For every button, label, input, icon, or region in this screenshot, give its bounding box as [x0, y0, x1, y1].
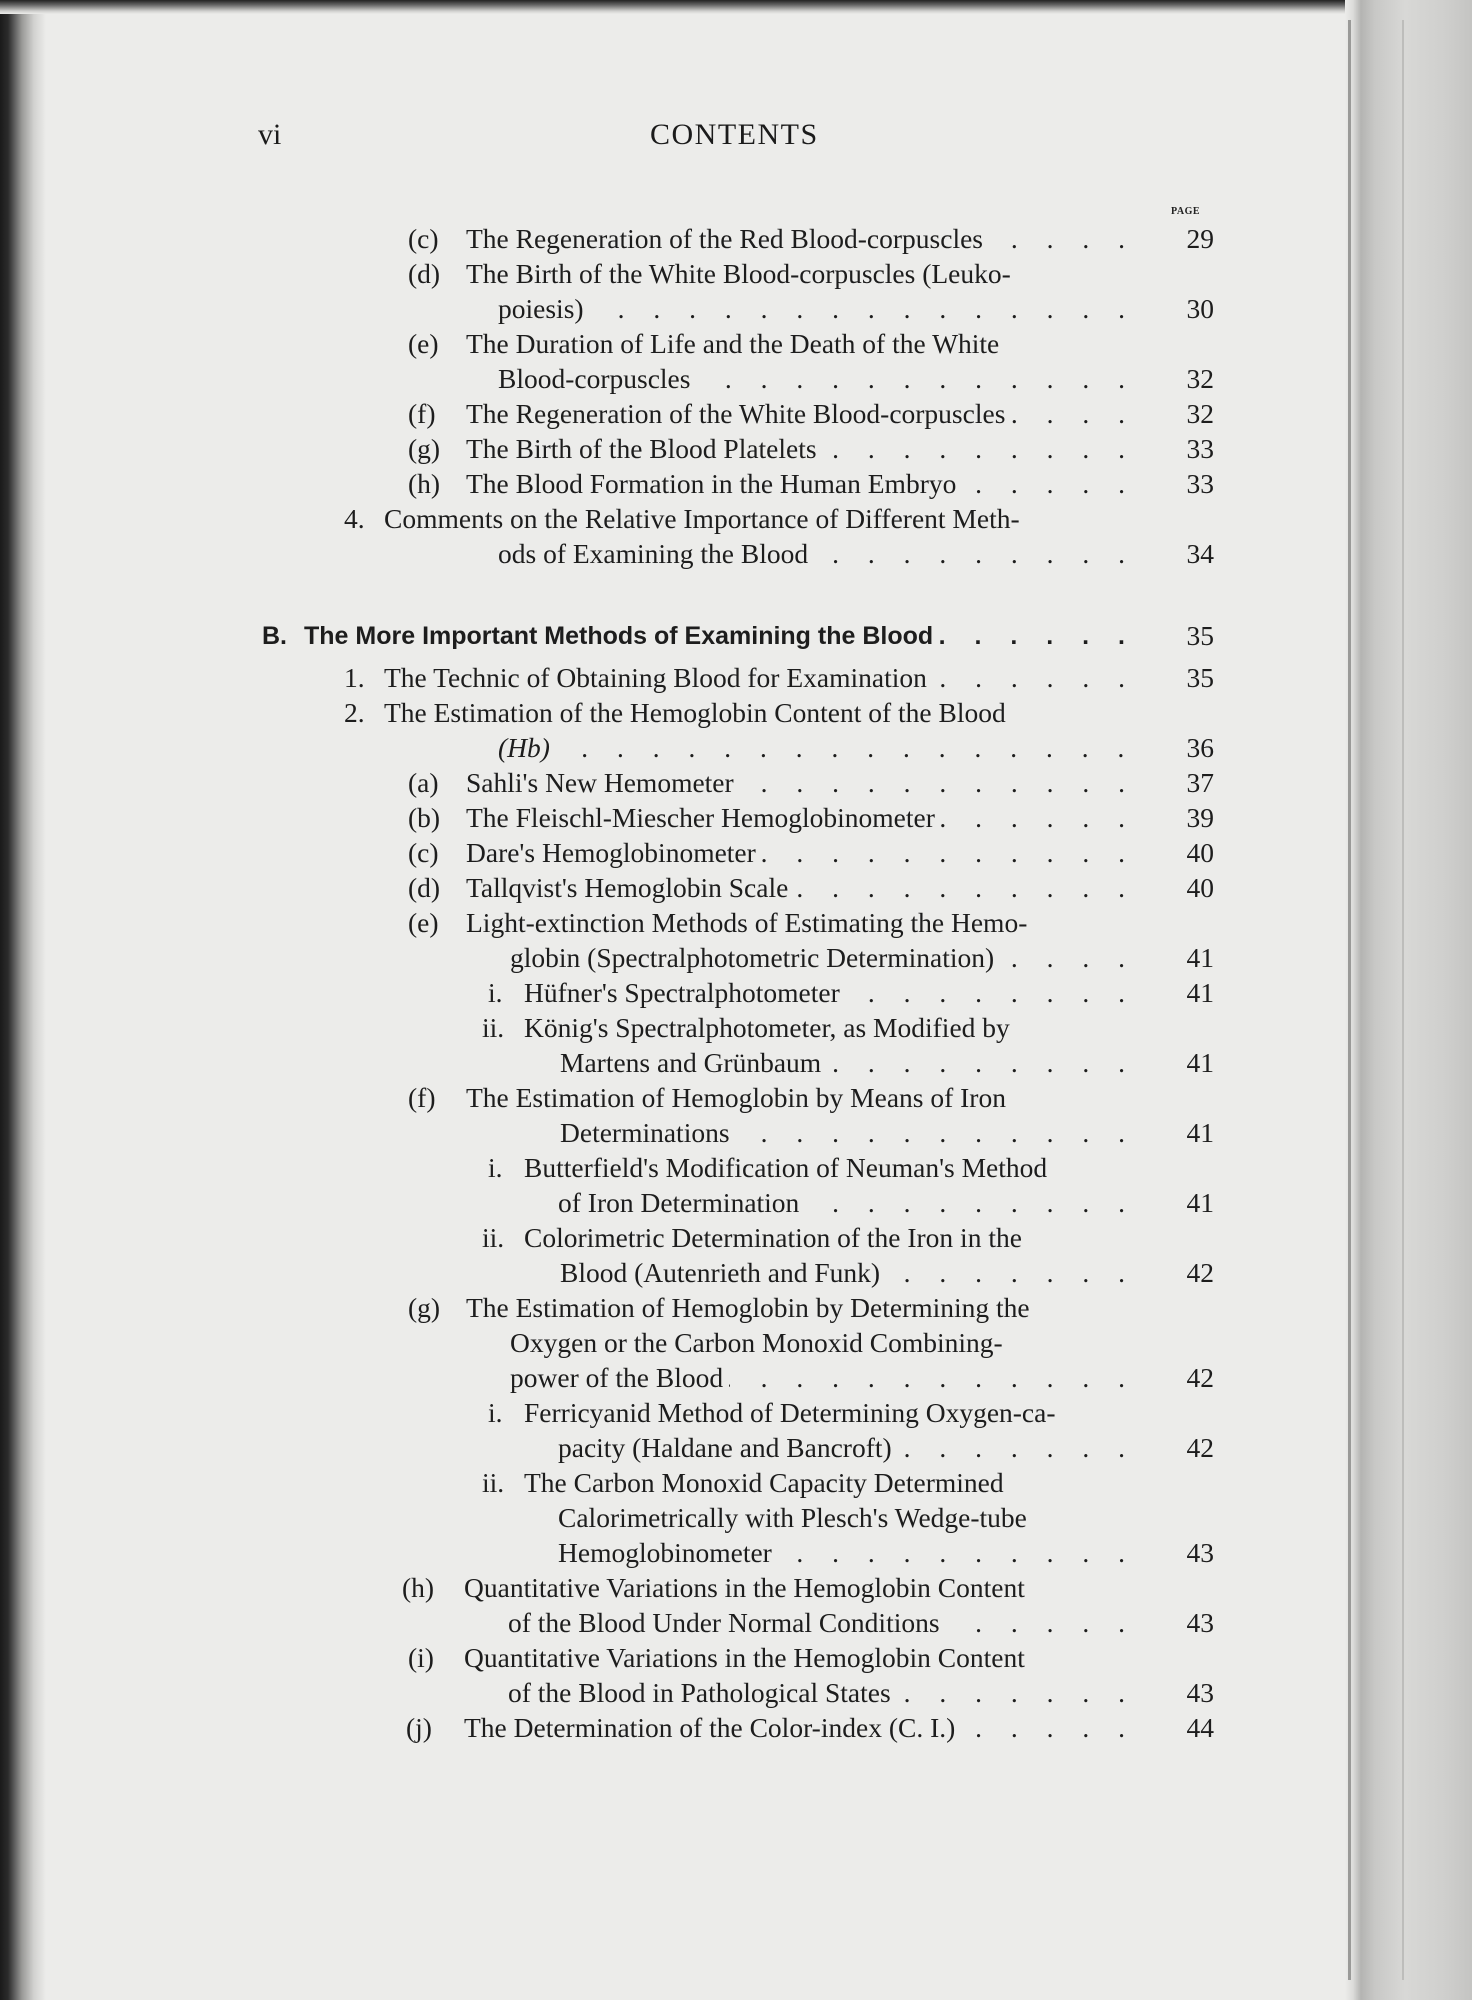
- entry-page: 33: [1186, 468, 1214, 499]
- toc-entry: [0, 696, 1472, 730]
- entry-page: 33: [1186, 433, 1214, 464]
- entry-text: Comments on the Relative Importance of Different Meth-: [384, 502, 1146, 536]
- entry-page: 30: [1186, 293, 1214, 324]
- entry-label: (d): [408, 872, 441, 903]
- toc-entry-continuation: [0, 1676, 1472, 1710]
- toc-entry-continuation: [0, 1606, 1472, 1640]
- entry-text: The Estimation of the Hemoglobin Content of the Blood: [384, 696, 1146, 730]
- entry-label: (h): [402, 1572, 435, 1603]
- entry-label: (g): [408, 1292, 441, 1323]
- toc-entry-continuation: [0, 941, 1472, 975]
- entry-text: Quantitative Variations in the Hemoglobin Content: [464, 1571, 1146, 1605]
- toc-entry: [0, 1571, 1472, 1605]
- entry-text: The Birth of the White Blood-corpuscles (Leuko-: [466, 257, 1146, 291]
- toc-entry: [0, 502, 1472, 536]
- entry-text: poiesis) . . .: [498, 292, 1136, 326]
- entry-label: 1.: [344, 662, 365, 693]
- entry-text: The Estimation of Hemoglobin by Means of Iron: [466, 1081, 1146, 1115]
- page-top-shadow: [0, 0, 1472, 14]
- entry-label: (i): [408, 1642, 434, 1673]
- entry-text: Blood (Autenrieth and Funk) . . .: [560, 1256, 1136, 1290]
- toc-entry-continuation: [0, 292, 1472, 326]
- entry-text: The Fleischl-Miescher Hemoglobinometer . . .: [466, 801, 1136, 835]
- toc-entry-continuation: [0, 362, 1472, 396]
- page-column-label: PAGE: [1171, 206, 1201, 217]
- entry-page: 40: [1186, 837, 1214, 868]
- entry-page: 41: [1186, 1187, 1214, 1218]
- entry-page: 43: [1186, 1537, 1214, 1568]
- section-page: 35: [1186, 620, 1214, 651]
- entry-page: 43: [1186, 1677, 1214, 1708]
- entry-text: Ferricyanid Method of Determining Oxygen-ca-: [524, 1396, 1146, 1430]
- entry-text: ods of Examining the Blood . . .: [498, 537, 1136, 571]
- entry-text: The Regeneration of the Red Blood-corpuscles . . .: [466, 222, 1136, 256]
- entry-text: Calorimetrically with Plesch's Wedge-tube: [558, 1501, 1146, 1535]
- entry-label: (c): [408, 223, 439, 254]
- entry-text: Dare's Hemoglobinometer . . .: [466, 836, 1136, 870]
- entry-page: 41: [1186, 942, 1214, 973]
- toc-entry-continuation: [0, 1536, 1472, 1570]
- entry-text: Determinations . . .: [560, 1116, 1136, 1150]
- entry-text: The Estimation of Hemoglobin by Determining the: [466, 1291, 1146, 1325]
- toc-entry: [0, 906, 1472, 940]
- entry-text: Martens and Grünbaum . . .: [560, 1046, 1136, 1080]
- toc-entry: [0, 1151, 1472, 1185]
- entry-page: 29: [1186, 223, 1214, 254]
- entry-label: (f): [408, 398, 436, 429]
- entry-page: 41: [1186, 977, 1214, 1008]
- entry-text: of the Blood in Pathological States . . .: [508, 1676, 1136, 1710]
- entry-label: (d): [408, 258, 441, 289]
- entry-page: 41: [1186, 1117, 1214, 1148]
- entry-text: Quantitative Variations in the Hemoglobin Content: [464, 1641, 1146, 1675]
- toc-entry-continuation: [0, 1046, 1472, 1080]
- toc-entry: [0, 1221, 1472, 1255]
- entry-text: Butterfield's Modification of Neuman's Method: [524, 1151, 1146, 1185]
- entry-page: 40: [1186, 872, 1214, 903]
- entry-text: of the Blood Under Normal Conditions . . .: [508, 1606, 1136, 1640]
- entry-label: ii.: [482, 1012, 505, 1043]
- entry-label: 2.: [344, 697, 365, 728]
- toc-entry-continuation: [0, 1116, 1472, 1150]
- toc-entry-continuation: [0, 1256, 1472, 1290]
- toc-entry: [0, 1396, 1472, 1430]
- entry-text: Oxygen or the Carbon Monoxid Combining-: [510, 1326, 1146, 1360]
- entry-text: Light-extinction Methods of Estimating the Hemo-: [466, 906, 1146, 940]
- toc-entry: [0, 1291, 1472, 1325]
- entry-page: 42: [1186, 1432, 1214, 1463]
- toc-entry: [0, 1011, 1472, 1045]
- toc-entry: [0, 661, 1472, 695]
- running-head: [258, 118, 1208, 168]
- entry-label: ii.: [482, 1222, 505, 1253]
- entry-page: 32: [1186, 363, 1214, 394]
- entry-text: The Blood Formation in the Human Embryo . . .: [466, 467, 1136, 501]
- entry-label: 4.: [344, 503, 365, 534]
- entry-label: i.: [488, 977, 503, 1008]
- toc-entry-continuation: [0, 1361, 1472, 1395]
- entry-text: globin (Spectralphotometric Determination) . . .: [510, 941, 1136, 975]
- toc-entry: [0, 222, 1472, 256]
- entry-label: (j): [406, 1712, 432, 1743]
- entry-text: König's Spectralphotometer, as Modified by: [524, 1011, 1146, 1045]
- entry-page: 34: [1186, 538, 1214, 569]
- entry-page: 35: [1186, 662, 1214, 693]
- entry-label: (c): [408, 837, 439, 868]
- entry-text: (Hb) . . .: [498, 731, 1136, 765]
- entry-page: 39: [1186, 802, 1214, 833]
- entry-text: Hemoglobinometer . . .: [558, 1536, 1136, 1570]
- entry-text: power of the Blood . . .: [510, 1361, 1136, 1395]
- entry-text: pacity (Haldane and Bancroft) . . .: [558, 1431, 1136, 1465]
- toc-entry-continuation: [0, 1431, 1472, 1465]
- entry-label: (a): [408, 767, 439, 798]
- toc-entry: [0, 327, 1472, 361]
- section-label: B.: [262, 622, 287, 650]
- toc-entry: [0, 1641, 1472, 1675]
- entry-label: (h): [408, 468, 441, 499]
- entry-text: The Carbon Monoxid Capacity Determined: [524, 1466, 1146, 1500]
- toc-entry: [0, 871, 1472, 905]
- entry-page: 41: [1186, 1047, 1214, 1078]
- toc-entry: [0, 467, 1472, 501]
- entry-page: 44: [1186, 1712, 1214, 1743]
- toc-entry: [0, 397, 1472, 431]
- toc-entry: [0, 1081, 1472, 1115]
- toc-entry: [0, 766, 1472, 800]
- entry-page: 42: [1186, 1257, 1214, 1288]
- page-title: CONTENTS: [650, 118, 819, 151]
- entry-label: i.: [488, 1397, 503, 1428]
- entry-text: Tallqvist's Hemoglobin Scale . . .: [466, 871, 1136, 905]
- entry-page: 43: [1186, 1607, 1214, 1638]
- entry-label: (b): [408, 802, 441, 833]
- entry-label: (e): [408, 907, 439, 938]
- entry-label: ii.: [482, 1467, 505, 1498]
- toc-entry-continuation: [0, 537, 1472, 571]
- toc-entry: [0, 1466, 1472, 1500]
- toc-entry: [0, 1711, 1472, 1745]
- entry-text: of Iron Determination . . .: [558, 1186, 1136, 1220]
- toc-entry-continuation: [0, 731, 1472, 765]
- entry-text: The Regeneration of the White Blood-corpuscles . . .: [466, 397, 1136, 431]
- entry-text: Blood-corpuscles . . .: [498, 362, 1136, 396]
- entry-text: Sahli's New Hemometer . . .: [466, 766, 1136, 800]
- entry-text: The Determination of the Color-index (C. I.) . . .: [464, 1711, 1136, 1745]
- page-number: vi: [258, 118, 282, 151]
- toc-entry: [0, 432, 1472, 466]
- toc-entry-continuation: [0, 1501, 1472, 1535]
- entry-text: Colorimetric Determination of the Iron in the: [524, 1221, 1146, 1255]
- entry-label: i.: [488, 1152, 503, 1183]
- toc-entry: [0, 836, 1472, 870]
- toc-entry-continuation: [0, 1186, 1472, 1220]
- toc-entry: [0, 801, 1472, 835]
- entry-label: (g): [408, 433, 441, 464]
- toc-entry: [0, 257, 1472, 291]
- entry-text: The Birth of the Blood Platelets . . .: [466, 432, 1136, 466]
- entry-page: 37: [1186, 767, 1214, 798]
- entry-label: (f): [408, 1082, 436, 1113]
- entry-text: The Technic of Obtaining Blood for Examination . . .: [384, 661, 1136, 695]
- entry-text: Hüfner's Spectralphotometer . . .: [524, 976, 1136, 1010]
- section-title: The More Important Methods of Examining the Blood . . .: [304, 619, 1136, 653]
- toc-entry-continuation: [0, 1326, 1472, 1360]
- entry-label: (e): [408, 328, 439, 359]
- toc-entry: [0, 976, 1472, 1010]
- entry-page: 36: [1186, 732, 1214, 763]
- entry-page: 32: [1186, 398, 1214, 429]
- entry-text: The Duration of Life and the Death of the White: [466, 327, 1146, 361]
- entry-page: 42: [1186, 1362, 1214, 1393]
- section-heading: [0, 619, 1472, 653]
